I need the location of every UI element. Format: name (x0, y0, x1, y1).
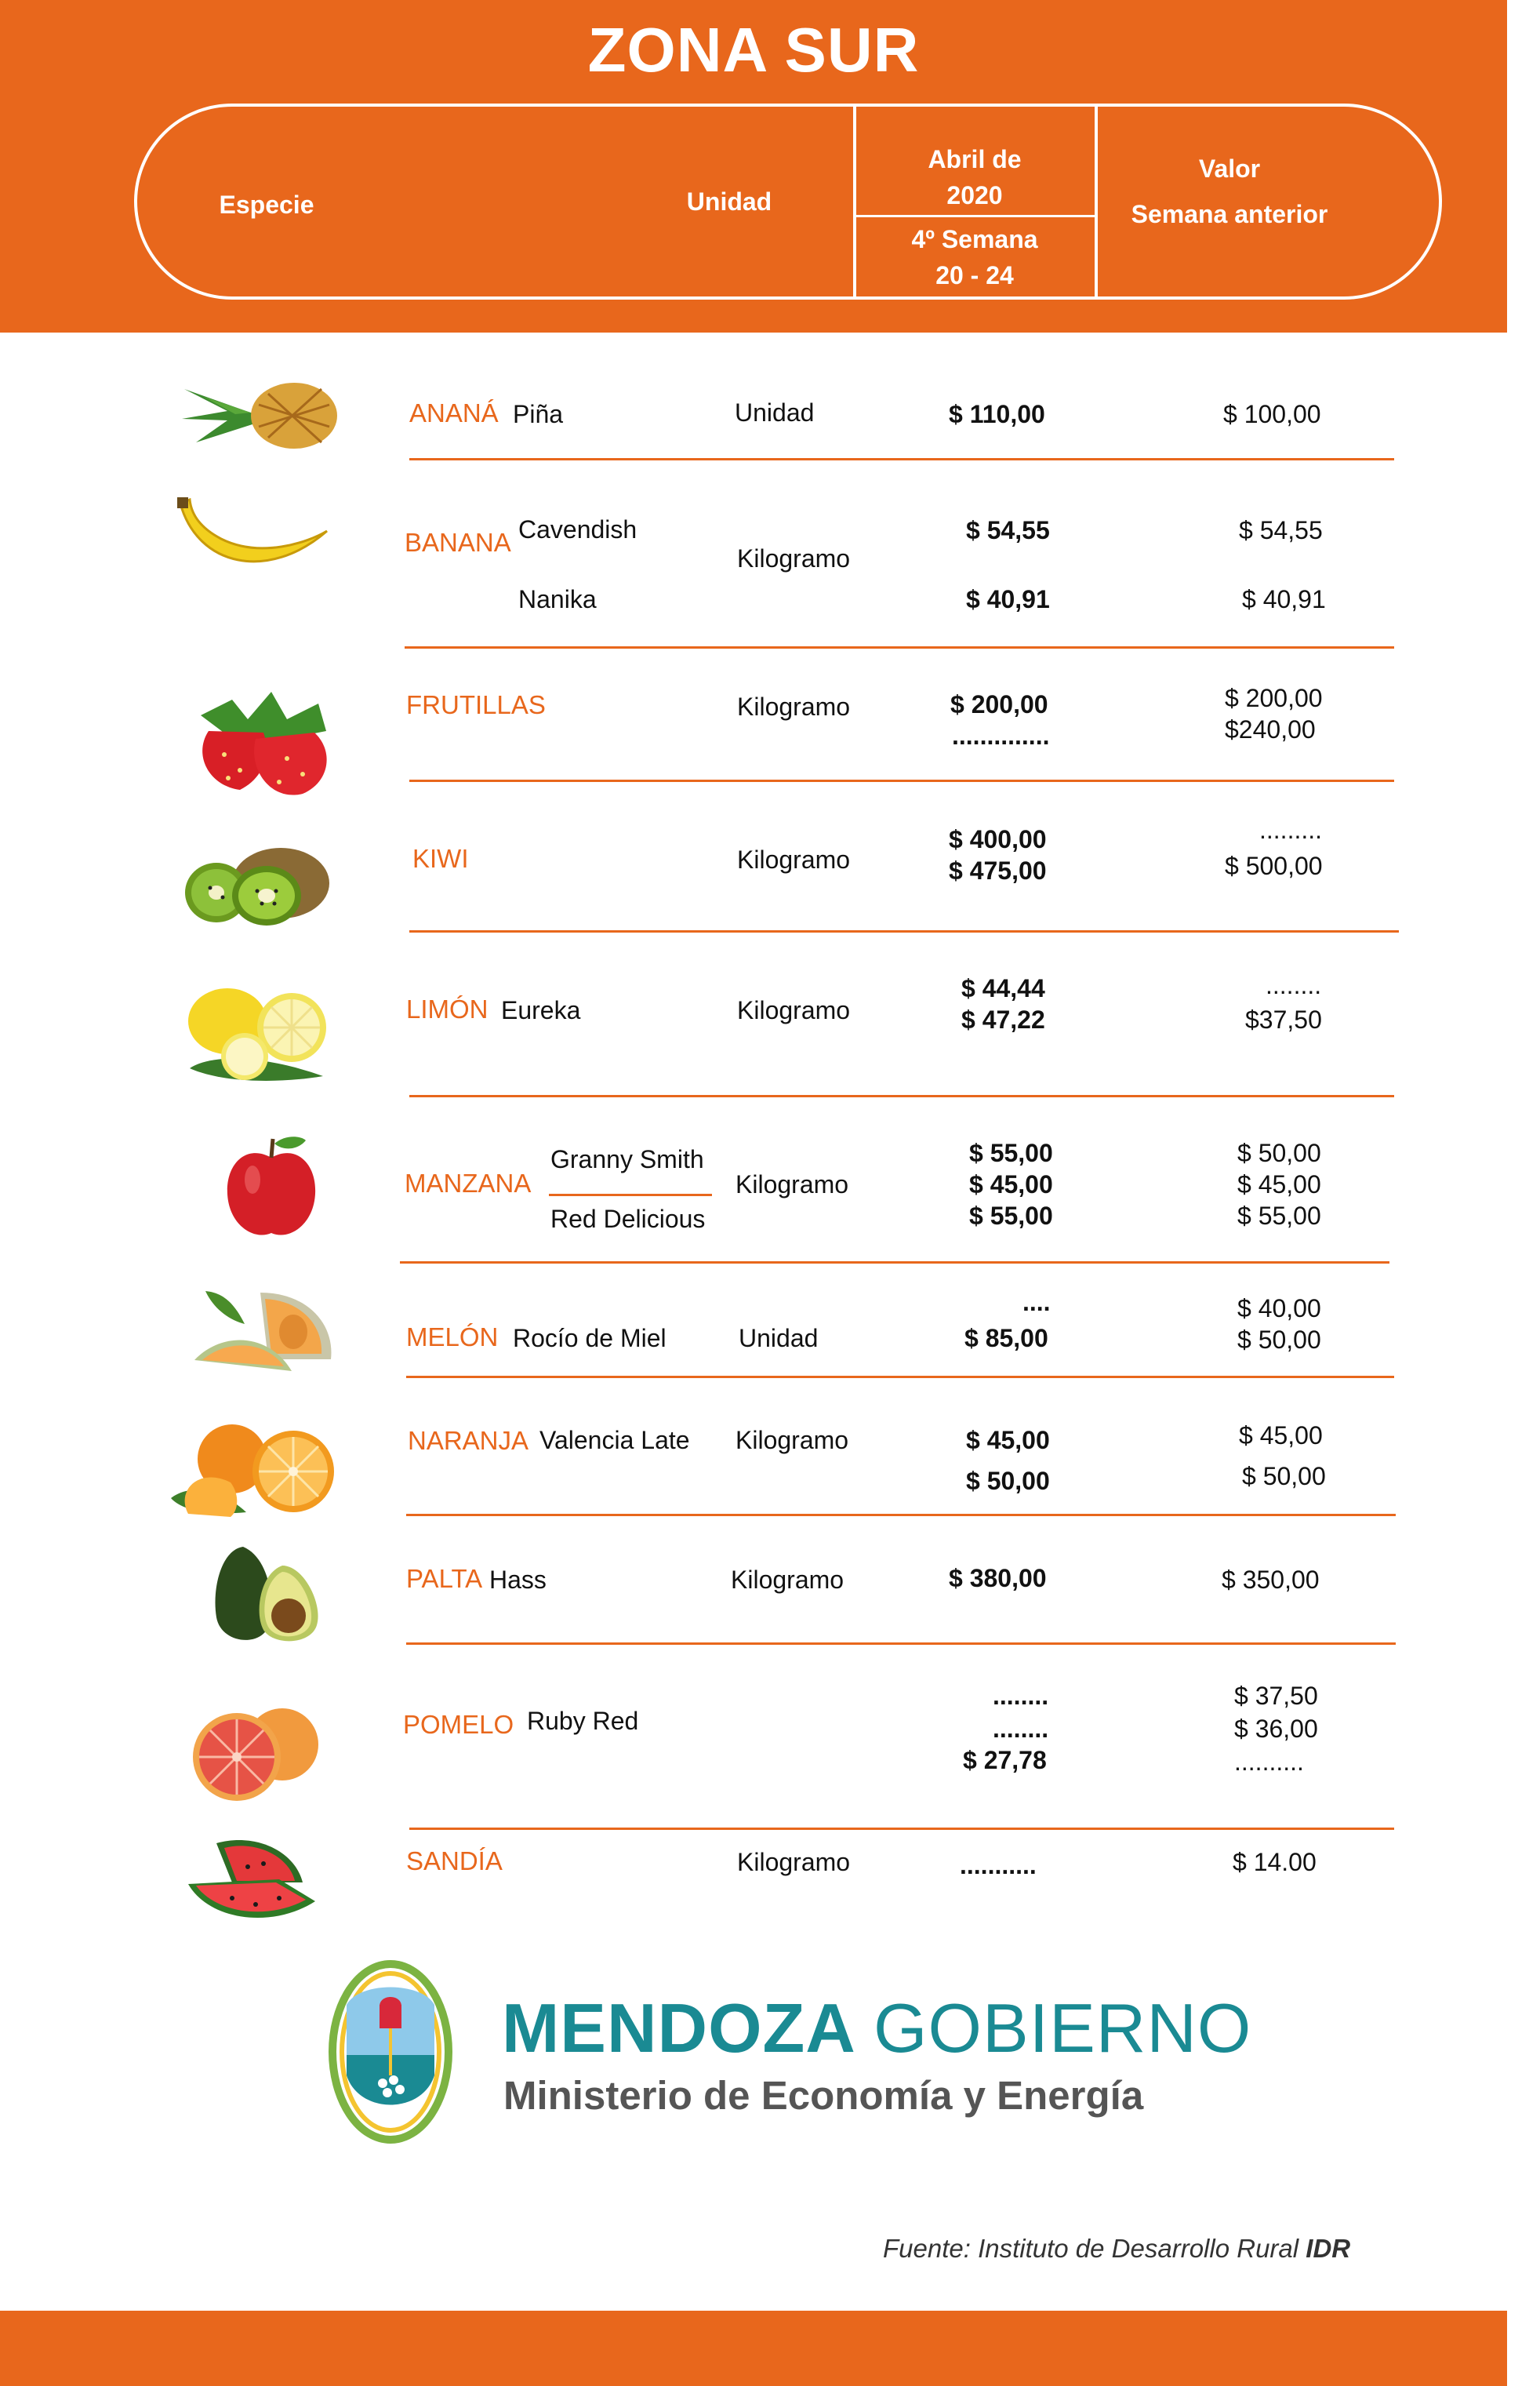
price-prev-limon-1: ........ (1266, 971, 1322, 999)
price-current-frutillas-1: $ 200,00 (950, 690, 1048, 718)
pineapple-icon (180, 373, 337, 455)
unit-frutillas: Kilogramo (737, 693, 851, 721)
footer-bar (0, 2311, 1507, 2386)
price-current-pomelo-1: ........ (993, 1682, 1049, 1710)
price-prev-banana-1: $ 54,55 (1239, 516, 1323, 544)
variety-divider (549, 1194, 712, 1196)
variety-anana: Piña (513, 400, 564, 428)
logo-word-mendoza: MENDOZA (502, 1989, 854, 2067)
col-current-line2: 2020 (946, 181, 1003, 209)
unit-manzana: Kilogramo (735, 1170, 849, 1198)
price-current-manzana-1: $ 55,00 (969, 1139, 1053, 1167)
fruit-name-kiwi: KIWI (412, 844, 469, 873)
price-current-melon-1: .... (1022, 1288, 1051, 1316)
col-unidad: Unidad (686, 187, 772, 216)
price-prev-sandia: $ 14.00 (1233, 1848, 1317, 1876)
row-separator (409, 458, 1394, 460)
source-note (883, 2234, 1350, 2264)
price-current-melon-2: $ 85,00 (964, 1324, 1048, 1352)
logo-subtitle: Ministerio de Economía y Energía (503, 2073, 1144, 2118)
melon-icon (190, 1285, 339, 1377)
price-current-frutillas-2: .............. (952, 722, 1050, 750)
price-current-banana-2: $ 40,91 (966, 585, 1050, 613)
variety-manzana-2: Red Delicious (550, 1205, 706, 1233)
fruit-name-melon: MELÓN (406, 1322, 499, 1351)
price-prev-palta: $ 350,00 (1222, 1566, 1320, 1594)
variety-melon: Rocío de Miel (513, 1324, 666, 1352)
row-separator (409, 930, 1399, 933)
unit-kiwi: Kilogramo (737, 846, 851, 874)
variety-limon: Eureka (501, 996, 581, 1024)
source-text: Fuente: Instituto de Desarrollo Rural (883, 2234, 1299, 2263)
price-prev-manzana-3: $ 55,00 (1237, 1202, 1321, 1230)
strawberry-icon (185, 684, 340, 802)
variety-naranja: Valencia Late (539, 1426, 690, 1454)
col-prev-line2: Semana anterior (1131, 200, 1328, 228)
unit-naranja: Kilogramo (735, 1426, 849, 1454)
header-divider-3 (855, 215, 1095, 217)
price-prev-anana: $ 100,00 (1223, 400, 1321, 428)
unit-sandia: Kilogramo (737, 1848, 851, 1876)
logo-wordmark (502, 1988, 1251, 2068)
price-current-manzana-3: $ 55,00 (969, 1202, 1053, 1230)
avocado-icon (205, 1542, 323, 1649)
price-prev-naranja-1: $ 45,00 (1239, 1421, 1323, 1449)
col-especie: Especie (219, 191, 314, 219)
fruit-name-banana: BANANA (405, 528, 511, 557)
unit-anana: Unidad (735, 398, 815, 427)
source-bold: IDR (1306, 2234, 1351, 2263)
price-prev-frutillas-1: $ 200,00 (1225, 684, 1323, 712)
price-prev-kiwi-1: ......... (1259, 816, 1323, 844)
price-current-pomelo-2: ........ (993, 1715, 1049, 1743)
col-current-line1: Abril de (928, 145, 1022, 173)
watermelon-icon (185, 1835, 318, 1926)
price-prev-banana-2: $ 40,91 (1242, 585, 1326, 613)
row-separator (409, 1828, 1394, 1830)
price-current-sandia: ........... (960, 1851, 1037, 1879)
price-current-limon-1: $ 44,44 (961, 974, 1045, 1002)
row-separator (406, 1376, 1394, 1378)
price-current-naranja-2: $ 50,00 (966, 1467, 1050, 1495)
banana-icon (174, 496, 331, 582)
mendoza-seal-logo (328, 1958, 453, 2146)
row-separator (405, 646, 1394, 649)
variety-banana-2: Nanika (518, 585, 597, 613)
price-prev-frutillas-2: $240,00 (1225, 715, 1316, 744)
unit-palta: Kilogramo (731, 1566, 844, 1594)
price-prev-melon-2: $ 50,00 (1237, 1326, 1321, 1354)
price-current-kiwi-2: $ 475,00 (949, 857, 1047, 885)
lemon-icon (182, 982, 331, 1084)
fruit-name-palta: PALTA (406, 1564, 483, 1593)
col-prev-line1: Valor (1198, 155, 1261, 183)
price-prev-kiwi-2: $ 500,00 (1225, 852, 1323, 880)
fruit-name-naranja: NARANJA (408, 1426, 529, 1455)
price-current-manzana-2: $ 45,00 (969, 1170, 1053, 1198)
price-prev-limon-2: $37,50 (1245, 1006, 1322, 1034)
row-separator (409, 1095, 1394, 1097)
price-current-banana-1: $ 54,55 (966, 516, 1050, 544)
fruit-name-manzana: MANZANA (405, 1169, 532, 1198)
unit-melon: Unidad (739, 1324, 819, 1352)
price-current-anana: $ 110,00 (949, 400, 1045, 428)
variety-banana-1: Cavendish (518, 515, 637, 544)
price-current-kiwi-1: $ 400,00 (949, 825, 1047, 853)
fruit-name-pomelo: POMELO (403, 1710, 514, 1739)
col-current-line3: 4º Semana (911, 225, 1038, 253)
price-prev-naranja-2: $ 50,00 (1242, 1462, 1326, 1490)
right-margin (1507, 0, 1540, 2386)
fruit-name-frutillas: FRUTILLAS (406, 690, 546, 719)
price-prev-manzana-2: $ 45,00 (1237, 1170, 1321, 1198)
price-prev-pomelo-3: .......... (1234, 1748, 1304, 1776)
variety-manzana-1: Granny Smith (550, 1145, 704, 1173)
price-prev-manzana-1: $ 50,00 (1237, 1139, 1321, 1167)
fruit-name-sandia: SANDÍA (406, 1846, 503, 1875)
unit-limon: Kilogramo (737, 996, 851, 1024)
logo-word-gobierno: GOBIERNO (874, 1989, 1252, 2067)
row-separator (406, 1514, 1396, 1516)
unit-banana: Kilogramo (737, 544, 851, 573)
page-title: ZONA SUR (587, 15, 920, 85)
price-prev-pomelo-1: $ 37,50 (1234, 1682, 1318, 1710)
row-separator (400, 1261, 1389, 1264)
variety-palta: Hass (489, 1566, 547, 1594)
price-prev-melon-1: $ 40,00 (1237, 1294, 1321, 1322)
price-current-naranja-1: $ 45,00 (966, 1426, 1050, 1454)
row-separator (406, 1642, 1396, 1645)
fruit-name-anana: ANANÁ (409, 398, 499, 427)
apple-icon (223, 1133, 320, 1241)
kiwi-icon (179, 844, 332, 927)
fruit-name-limon: LIMÓN (406, 995, 489, 1024)
price-current-palta: $ 380,00 (949, 1564, 1047, 1592)
col-current-line4: 20 - 24 (935, 261, 1014, 289)
variety-pomelo: Ruby Red (527, 1707, 639, 1735)
price-current-limon-2: $ 47,22 (961, 1006, 1045, 1034)
price-current-pomelo-3: $ 27,78 (963, 1746, 1047, 1774)
orange-icon (168, 1420, 342, 1519)
row-separator (409, 780, 1394, 782)
grapefruit-icon (188, 1700, 321, 1802)
price-prev-pomelo-2: $ 36,00 (1234, 1715, 1318, 1743)
